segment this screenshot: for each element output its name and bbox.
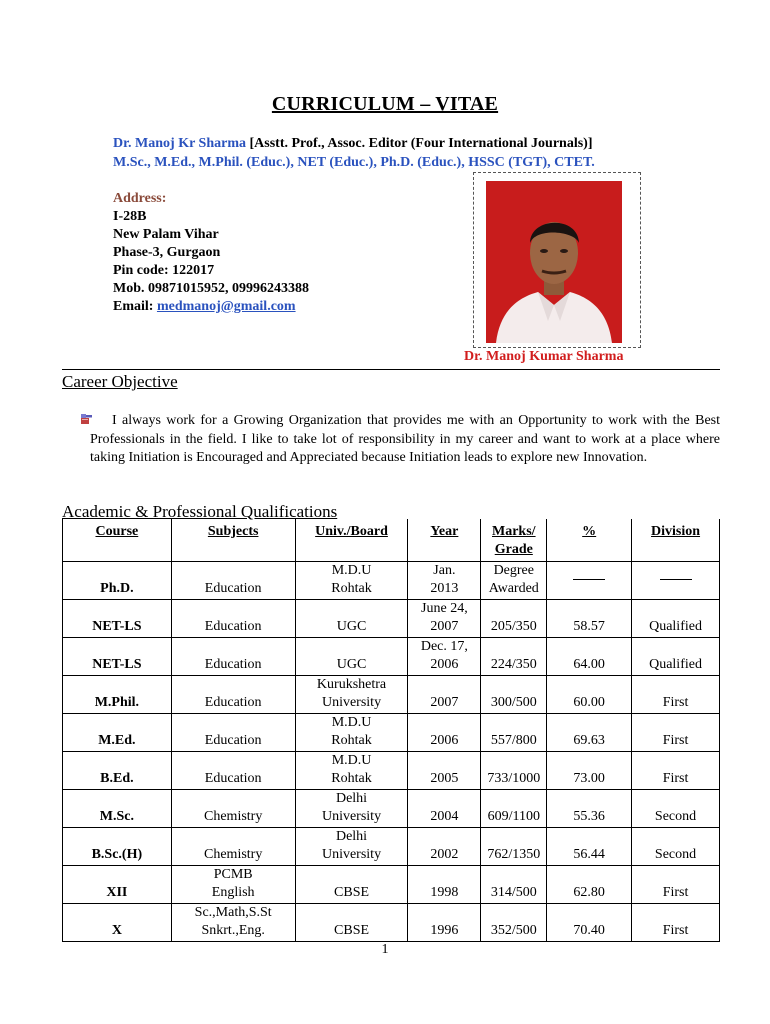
cell-division: First [632, 751, 720, 789]
cell-year: 2006 [408, 713, 481, 751]
cell-marks: 314/500 [481, 865, 547, 903]
table-row [63, 599, 720, 637]
cell-division: First [632, 675, 720, 713]
address-pin: Pin code: 122017 [113, 263, 215, 278]
cell-percent: 55.36 [547, 789, 632, 827]
address-line3: Phase-3, Gurgaon [113, 245, 221, 260]
cell-division: First [632, 865, 720, 903]
qualifications-table [62, 519, 720, 942]
cell-course: X [63, 903, 172, 941]
address-label: Address: [113, 191, 167, 206]
cell-subjects: Chemistry [171, 827, 295, 865]
cell-percent: 56.44 [547, 827, 632, 865]
page-number: 1 [381, 942, 389, 957]
cell-board: UGC [295, 637, 408, 675]
table-row [63, 903, 720, 941]
cell-course: M.Phil. [63, 675, 172, 713]
cell-year: 2002 [408, 827, 481, 865]
cell-division: Qualified [632, 637, 720, 675]
cell-percent: 58.57 [547, 599, 632, 637]
cell-subjects: Education [171, 561, 295, 599]
email-link[interactable]: medmanoj@gmail.com [156, 299, 296, 314]
cell-percent: 69.63 [547, 713, 632, 751]
cell-percent: 70.40 [547, 903, 632, 941]
career-objective-heading: Career Objective [62, 372, 178, 391]
cell-course: NET-LS [63, 599, 172, 637]
person-name: Dr. Manoj Kr Sharma [113, 136, 246, 151]
cell-division: First [632, 713, 720, 751]
cell-year: June 24, 2007 [408, 599, 481, 637]
dash-placeholder [660, 579, 692, 580]
cell-subjects: Education [171, 675, 295, 713]
cell-year: 2004 [408, 789, 481, 827]
col-board: Univ./Board [295, 519, 408, 561]
cell-percent: 62.80 [547, 865, 632, 903]
career-objective-text [90, 412, 720, 468]
address-email-row [113, 298, 309, 316]
cell-board: Delhi University [295, 789, 408, 827]
cell-year: 1998 [408, 865, 481, 903]
address-line2: New Palam Vihar [113, 227, 219, 242]
email-label: Email: [113, 299, 157, 314]
cell-course: XII [63, 865, 172, 903]
table-row [63, 789, 720, 827]
col-subjects: Subjects [171, 519, 295, 561]
portrait-illustration [486, 181, 622, 343]
col-course: Course [63, 519, 172, 561]
table-row [63, 751, 720, 789]
cell-year: Jan. 2013 [408, 561, 481, 599]
col-division: Division [632, 519, 720, 561]
cell-marks: 300/500 [481, 675, 547, 713]
header-name-line [113, 136, 593, 152]
cell-subjects: Education [171, 637, 295, 675]
cell-year: 2007 [408, 675, 481, 713]
cell-division: First [632, 903, 720, 941]
cell-board: CBSE [295, 903, 408, 941]
address-mobile: Mob. 09871015952, 09996243388 [113, 281, 309, 296]
col-percent: % [547, 519, 632, 561]
cell-percent [547, 561, 632, 599]
cell-marks: 352/500 [481, 903, 547, 941]
designation: [Asstt. Prof., Assoc. Editor (Four International Journals)] [246, 136, 593, 151]
address-block [113, 190, 309, 316]
cell-board: M.D.U Rohtak [295, 713, 408, 751]
cell-marks: 224/350 [481, 637, 547, 675]
cell-board: Kurukshetra University [295, 675, 408, 713]
cell-division: Second [632, 827, 720, 865]
table-row [63, 865, 720, 903]
photo-caption: Dr. Manoj Kumar Sharma [464, 349, 624, 364]
dash-placeholder [573, 579, 605, 580]
cell-year: 2005 [408, 751, 481, 789]
cell-year: Dec. 17, 2006 [408, 637, 481, 675]
table-row [63, 637, 720, 675]
cell-course: B.Sc.(H) [63, 827, 172, 865]
cell-board: UGC [295, 599, 408, 637]
cell-course: M.Sc. [63, 789, 172, 827]
cell-marks: 609/1100 [481, 789, 547, 827]
cell-division: Second [632, 789, 720, 827]
cell-year: 1996 [408, 903, 481, 941]
cell-course: M.Ed. [63, 713, 172, 751]
cell-course: Ph.D. [63, 561, 172, 599]
table-header-row [63, 519, 720, 561]
cell-marks: Degree Awarded [481, 561, 547, 599]
cell-marks: 733/1000 [481, 751, 547, 789]
cell-course: B.Ed. [63, 751, 172, 789]
table-row [63, 827, 720, 865]
cell-course: NET-LS [63, 637, 172, 675]
cell-subjects: PCMB English [171, 865, 295, 903]
page-title: CURRICULUM – VITAE [271, 93, 499, 115]
table-row [63, 561, 720, 599]
cell-subjects: Sc.,Math,S.St Snkrt.,Eng. [171, 903, 295, 941]
cell-percent: 64.00 [547, 637, 632, 675]
section-divider [62, 369, 720, 370]
cell-percent: 60.00 [547, 675, 632, 713]
address-line1: I-28B [113, 209, 147, 224]
cell-marks: 557/800 [481, 713, 547, 751]
cell-board: M.D.U Rohtak [295, 561, 408, 599]
col-year: Year [408, 519, 481, 561]
cell-subjects: Education [171, 599, 295, 637]
table-row [63, 713, 720, 751]
degrees-line: M.Sc., M.Ed., M.Phil. (Educ.), NET (Educ.), Ph.D. (Educ.), HSSC (TGT), CTET. [113, 155, 595, 170]
profile-photo [486, 181, 622, 343]
cell-board: M.D.U Rohtak [295, 751, 408, 789]
cell-division: Qualified [632, 599, 720, 637]
cell-board: Delhi University [295, 827, 408, 865]
qualifications-heading: Academic & Professional Qualifications [62, 502, 338, 521]
cell-percent: 73.00 [547, 751, 632, 789]
cell-division [632, 561, 720, 599]
col-marks: Marks/ Grade [481, 519, 547, 561]
career-objective-body: I always work for a Growing Organization that provides me with an Opportunity to work with the Best Professionals in the field. I like to take lot of responsibility in my career and want to work at a place where taking Initiation is Encouraged and Appreciated because Initiation leads to explore new Innovation. [90, 413, 720, 465]
cell-subjects: Education [171, 751, 295, 789]
cell-marks: 762/1350 [481, 827, 547, 865]
cell-subjects: Education [171, 713, 295, 751]
table-row [63, 675, 720, 713]
cell-board: CBSE [295, 865, 408, 903]
cell-marks: 205/350 [481, 599, 547, 637]
cell-subjects: Chemistry [171, 789, 295, 827]
